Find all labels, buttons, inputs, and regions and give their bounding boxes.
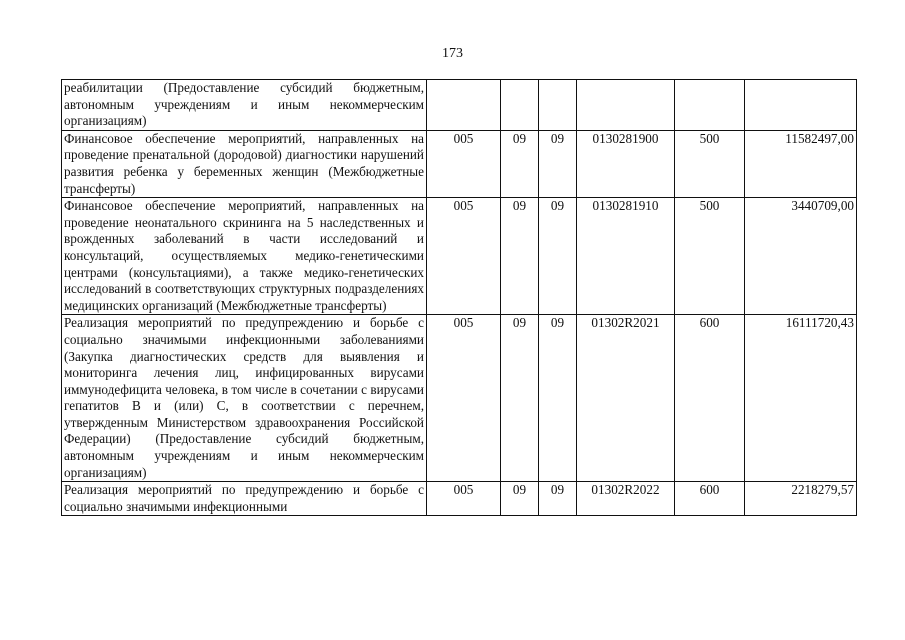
row-description: Финансовое обеспечение мероприятий, направленных на проведение неонатального скрининга на 5 наследственных и врожденных заболеваний в части исследований и консультаций, осуществляемых медико-генетическими центрами (консультациями), а также медико-генетических исследований в соответствующих структурных подразделениях медицинских организаций (Межбюджетные трансферты) <box>62 198 427 315</box>
row-subsection <box>539 80 577 131</box>
table-row <box>62 130 857 197</box>
row-amount: 2218279,57 <box>745 482 857 516</box>
row-expense-type <box>675 80 745 131</box>
row-section: 09 <box>501 315 539 482</box>
row-expense-type: 600 <box>675 315 745 482</box>
row-section: 09 <box>501 198 539 315</box>
row-section: 09 <box>501 482 539 516</box>
row-subsection: 09 <box>539 130 577 197</box>
row-target-article: 01302R2021 <box>577 315 675 482</box>
row-target-article: 0130281910 <box>577 198 675 315</box>
row-code <box>427 80 501 131</box>
row-code: 005 <box>427 198 501 315</box>
row-code: 005 <box>427 482 501 516</box>
row-target-article: 0130281900 <box>577 130 675 197</box>
row-amount: 11582497,00 <box>745 130 857 197</box>
row-expense-type: 500 <box>675 198 745 315</box>
table-row <box>62 198 857 315</box>
row-subsection: 09 <box>539 315 577 482</box>
page-number: 173 <box>442 46 463 61</box>
row-section <box>501 80 539 131</box>
row-target-article <box>577 80 675 131</box>
row-amount: 3440709,00 <box>745 198 857 315</box>
row-section: 09 <box>501 130 539 197</box>
row-description: Реализация мероприятий по предупреждению и борьбе с социально значимыми инфекционными <box>62 482 427 516</box>
row-amount: 16111720,43 <box>745 315 857 482</box>
table-row <box>62 80 857 131</box>
row-expense-type: 600 <box>675 482 745 516</box>
table-row <box>62 482 857 516</box>
row-subsection: 09 <box>539 482 577 516</box>
row-code: 005 <box>427 315 501 482</box>
row-target-article: 01302R2022 <box>577 482 675 516</box>
row-code: 005 <box>427 130 501 197</box>
row-description: Реализация мероприятий по предупреждению и борьбе с социально значимыми инфекционными заболеваниями (Закупка диагностических средств для выявления и мониторинга лечения лиц, инфицированных вирусами иммунодефицита человека, в том числе в сочетании с вирусами гепатитов В и (или) С, в соответствии с перечнем, утвержденным Министерством здравоохранения Российской Федерации) (Предоставление субсидий бюджетным, автономным учреждениям и иным некоммерческим организациям) <box>62 315 427 482</box>
row-subsection: 09 <box>539 198 577 315</box>
row-description: Финансовое обеспечение мероприятий, направленных на проведение пренатальной (дородовой) диагностики нарушений развития ребенка у беременных женщин (Межбюджетные трансферты) <box>62 130 427 197</box>
row-amount <box>745 80 857 131</box>
row-description: реабилитации (Предоставление субсидий бюджетным, автономным учреждениям и иным некоммерческим организациям) <box>62 80 427 131</box>
row-expense-type: 500 <box>675 130 745 197</box>
table-row <box>62 315 857 482</box>
budget-table <box>61 79 857 516</box>
